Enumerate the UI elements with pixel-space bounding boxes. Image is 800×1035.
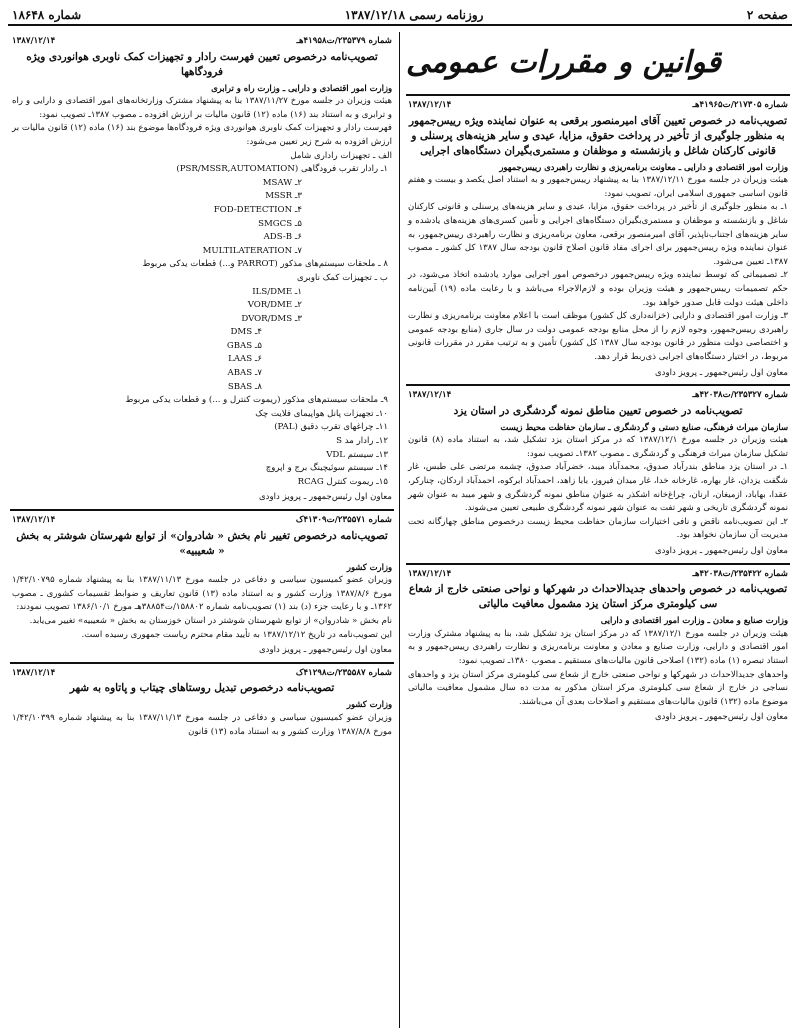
list-item: ۱۵ـ ریموت کنترل RCAG bbox=[297, 476, 388, 487]
article-subtitle: وزارت کشور bbox=[346, 699, 392, 710]
article-number: شماره ۲۳۵۴۲۲/ت۴۲۰۳۸هـ bbox=[692, 568, 788, 579]
list-item: ۴ـ FOD-DETECTION bbox=[213, 204, 302, 215]
article-paragraph: الف ـ تجهیزات راداری شامل bbox=[290, 150, 392, 161]
article-meta bbox=[408, 99, 788, 113]
column-divider bbox=[399, 32, 400, 1028]
article-number: شماره ۲۳۵۳۷۹/ت۴۱۹۵۸هـ bbox=[296, 36, 392, 46]
right-column bbox=[406, 32, 790, 1028]
article-signature: معاون اول رئیس‌جمهور ـ پرویز داودی bbox=[654, 712, 788, 723]
article-meta bbox=[408, 389, 788, 403]
article-subtitle: وزارت صنایع و معادن ـ وزارت امور اقتصادی و دارایی bbox=[600, 615, 788, 626]
article-subtitle: وزارت امور اقتصادی و دارایی ـ وزارت راه و ترابری bbox=[211, 82, 392, 93]
article-meta bbox=[12, 514, 392, 528]
list-item: ۶ـ ADS-B bbox=[263, 232, 302, 243]
article-1 bbox=[406, 96, 790, 386]
list-item: ۵ـ GBAS bbox=[226, 340, 262, 351]
article-paragraph: وزیران عضو کمیسیون سیاسی و دفاعی در جلسه مورخ ۱۳۸۷/۱۱/۱۳ بنا به پیشنهاد شماره ۱/۴۲/۱۰۳۹۹ مورخ ۱۳۸۷/۸/۸ وزارت کشور و به استناد ماده (۱۳) قانون bbox=[12, 712, 392, 737]
article-number: شماره ۲۳۵۵۸۷/ت۴۱۲۹۸ک bbox=[295, 667, 392, 678]
article-signature: معاون اول رئیس‌جمهور ـ پرویز داودی bbox=[654, 367, 788, 378]
article-signature: معاون اول رئیس‌جمهور ـ پرویز داودی bbox=[258, 645, 392, 656]
article-paragraph: ۲ـ این تصویب‌نامه ناقض و نافی اختیارات سازمان حفاظت محیط زیست درخصوص مناطق چهارگانه تحت مدیریت آن سازمان نخواهد بود. bbox=[408, 516, 788, 541]
article-date: ۱۳۸۷/۱۲/۱۴ bbox=[408, 100, 452, 110]
list-item: ۱۱ـ چراغهای تقرب دقیق (PAL) bbox=[274, 422, 388, 433]
article-subtitle: وزارت امور اقتصادی و دارایی ـ معاونت برنامه‌ریزی و نظارت راهبردی رییس‌جمهور bbox=[499, 161, 788, 172]
article-paragraph: هیئت وزیران در جلسه مورخ ۱۳۸۷/۱۲/۱۱ بنا به پیشنهاد رییس‌جمهور و به استناد اصل یکصد و بیست و هفتم قانون اساسی جمهوری اسلامی ایران، تصویب نمود: bbox=[408, 175, 788, 199]
article-number: شماره ۲۳۵۳۲۷/ت۴۲۰۳۸هـ bbox=[692, 390, 788, 401]
article-paragraph: ۱ـ به منظور جلوگیری از تأخیر در پرداخت حقوق، مزایا، عیدی و سایر هزینه‌های پرسنلی و قانونی کارکنان شاغل و بازنشسته و موظفان و مستمری‌بگیران دستگاه‌های اجرایی و تأمین کسری‌های هزینه‌های یادشده و سایر هزینه‌های اجتناب‌ناپذیر، آقای امیرمنصور برقعی، معاون برنامه‌ریزی و نظارت راهبردی رییس‌جمهور، به عنوان نماینده ویژه رییس‌جمهور برای اجرای مفاد قانون اصلاح قانون بودجه سال ۱۳۸۷ کل کشور ـ مصوب ۱۳۸۷ـ تعیین می‌شود. bbox=[408, 202, 789, 267]
newspaper-title: روزنامه رسمی ۱۳۸۷/۱۲/۱۸ bbox=[344, 8, 484, 22]
article-meta bbox=[12, 667, 392, 681]
article-title: تصویب‌نامه درخصوص تبدیل روستاهای چیتاب و پاتاوه به شهر bbox=[69, 682, 335, 695]
article-number: شماره ۲۱۷۳۰۵/ت۴۱۹۶۵هـ bbox=[692, 100, 788, 110]
article-date: ۱۳۸۷/۱۲/۱۴ bbox=[408, 568, 452, 579]
article-date: ۱۳۸۷/۱۲/۱۴ bbox=[12, 515, 56, 525]
page-number: صفحه ۲ bbox=[746, 8, 788, 22]
article-date: ۱۳۸۷/۱۲/۱۴ bbox=[12, 667, 56, 678]
list-item: ۳ـ MSSR bbox=[265, 191, 302, 202]
list-item: ۲ـ VOR/DME bbox=[247, 300, 302, 311]
article-title: تصویب‌نامه در خصوص تعیین مناطق نمونه گردشگری در استان یزد bbox=[453, 404, 743, 417]
list-item: ۹ـ ملحقات سیستم‌های مذکور (ریموت کنترل و ...) و قطعات یدکی مربوط bbox=[125, 395, 388, 406]
article-2 bbox=[406, 386, 790, 565]
list-item: ۷ـ ABAS bbox=[227, 368, 262, 379]
article-6 bbox=[10, 664, 394, 743]
list-item: ۴ـ DMS bbox=[230, 327, 262, 338]
list-item: ۵ـ SMGCS bbox=[258, 218, 302, 229]
article-paragraph: واحدهای جدیدالاحداث در شهرکها و نواحی صنعتی خارج از شعاع سی کیلومتری مرکز استان یزد و واحدهای نساجی در خارج از شعاع سی کیلومتری مرکز استان مذکور به مدت ده سال مشمول معافیت مالیاتی موضوع ماده (۱۳۲) قانون مالیات‌های مستقیم و اصلاحات بعدی آن می‌باشند. bbox=[408, 669, 788, 707]
article-subtitle: سازمان میراث فرهنگی، صنایع دستی و گردشگری ـ سازمان حفاظت محیط زیست bbox=[500, 421, 788, 432]
list-item: ۱۳ـ سیستم VDL bbox=[326, 449, 388, 460]
list-item: ۱۲ـ رادار مد S bbox=[336, 436, 388, 447]
article-paragraph: ۲ـ تصمیماتی که توسط نماینده ویژه رییس‌جمهور درخصوص امور اجرایی موارد یادشده اتخاذ می‌شود، در حکم تصمیمات رییس‌جمهور و هیئت وزیران بوده و لازم‌الاجراء می‌باشد و با رعایت ماده (۱۹) آیین‌نامه داخلی هیئت دولت قابل صدور خواهد بود. bbox=[408, 270, 788, 308]
article-title: تصویب‌نامه در خصوص تعیین آقای امیرمنصور برقعی به عنوان نماینده ویژه رییس‌جمهور به منظور جلوگیری از تأخیر در پرداخت حقوق، مزایا، عیدی و سایر هزینه‌های پرسنلی و قانونی کارکنان شاغل و بازنشسته و موظفان و مستمری‌بگیران دستگاه‌های اجرایی bbox=[409, 114, 787, 157]
article-paragraph: هیئت وزیران در جلسه مورخ ۱۳۸۷/۱۲/۱ که در مرکز استان یزد تشکیل شد، به استناد ماده (۸) قانون تشکیل سازمان میراث فرهنگی و گردشگری ـ مصوب ۱۳۸۲ـ تصویب نمود: bbox=[408, 435, 788, 459]
article-meta bbox=[12, 35, 392, 49]
article-3 bbox=[406, 565, 790, 729]
article-paragraph: هیئت وزیران در جلسه مورخ ۱۳۸۷/۱۱/۲۷ بنا به پیشنهاد مشترک وزارتخانه‌های امور اقتصادی و دارایی و راه و ترابری و به استناد بند (۱۶) ماده (۱۲) قانون مالیات بر ارزش افزوده ـ مصوب ۱۳۸۷ـ تصویب نمود: bbox=[12, 96, 392, 120]
article-paragraph: ۱ـ در استان یزد مناطق بندرآباد صدوق، محمدآباد میبد، خضرآباد صدوق، چشمه مرتضی علی طبس، غار شگفت یزدان، غار بهاره، غارخانه خدا، غار میدان فیروز، بابا زاهد، احمدآباد ابرکوه، احمدآباد اردکان، چنارکر، عقدا، بهاباد، ازمیغان، ارنان، چراغ‌خانه اشکذر به عنوان مناطق نمونه گردشگری و شهر میبد به عنوان شهر نمونه گردشگری تاریخی و شهر تفت به عنوان شهر نمونه گردشگری طبیعی تعیین می‌شوند. bbox=[408, 462, 788, 514]
article-signature: معاون اول رئیس‌جمهور ـ پرویز داودی bbox=[258, 492, 392, 503]
article-paragraph: این تصویب‌نامه در تاریخ ۱۳۸۷/۱۲/۱۲ به تأیید مقام محترم ریاست جمهوری رسیده است. bbox=[81, 629, 392, 640]
article-paragraph: نام بخش « شادروان» از توابع شهرستان شوشتر در استان خوزستان به بخش « شعیبیه» تغییر می‌یابد. bbox=[29, 615, 392, 626]
list-item: ۱ـ رادار تقرب فرودگاهی (PSR/MSSR,AUTOMATION) bbox=[176, 164, 388, 175]
issue-number: شماره ۱۸۶۴۸ bbox=[12, 8, 82, 22]
list-item: ۱۰ـ تجهیزات پانل هواپیمای فلایت چک bbox=[255, 408, 388, 419]
article-title: تصویب‌نامه درخصوص تعیین فهرست رادار و تجهیزات کمک ناوبری هوانوردی ویژه فرودگاهها bbox=[26, 50, 378, 78]
page-header bbox=[8, 6, 792, 26]
list-item: ۲ـ MSAW bbox=[262, 177, 302, 188]
article-date: ۱۳۸۷/۱۲/۱۴ bbox=[408, 390, 452, 401]
article-meta bbox=[408, 568, 788, 582]
section-banner bbox=[406, 32, 790, 96]
list-item: ۸ـ SBAS bbox=[227, 381, 262, 392]
article-number: شماره ۲۳۵۵۷۱/ت۴۱۳۰۹ک bbox=[295, 515, 392, 525]
article-subtitle: وزارت کشور bbox=[346, 561, 392, 572]
article-title: تصویب‌نامه در خصوص واحدهای جدیدالاحداث در شهرکها و نواحی صنعتی خارج از شعاع سی کیلومتری مرکز استان یزد مشمول معافیت مالیاتی bbox=[408, 583, 788, 611]
list-item: ۷ـ MULTILATERATION bbox=[202, 245, 302, 256]
list-item: ۱۴ـ سیستم سوئیچینگ برج و اپروچ bbox=[265, 463, 388, 474]
list-item: ۶ـ LAAS bbox=[228, 354, 262, 365]
article-paragraph: هیئت وزیران در جلسه مورخ ۱۳۸۷/۱۲/۱ که در مرکز استان یزد تشکیل شد، بنا به پیشنهاد مشترک وزارت امور اقتصادی و دارایی، وزارت صنایع و معادن و معاونت برنامه‌ریزی و نظارت راهبردی رییس‌جمهور و به استناد تبصره (۱) ماده (۱۳۲) اصلاحی قانون مالیات‌های مستقیم ـ مصوب ۱۳۸۰ـ تصویب نمود: bbox=[408, 628, 788, 666]
list-item: ۸ ـ ملحقات سیستم‌های مذکور (PARROT و...) قطعات یدکی مربوط bbox=[142, 259, 388, 270]
article-5 bbox=[10, 511, 394, 664]
list-item: ۱ـ ILS/DME bbox=[252, 286, 302, 297]
article-paragraph: وزیران عضو کمیسیون سیاسی و دفاعی در جلسه مورخ ۱۳۸۷/۱۱/۱۳ بنا به پیشنهاد شماره ۱/۴۲/۱۰۷۹۵ مورخ ۱۳۸۷/۸/۶ وزارت کشور و به استناد ماده (۱۳) قانون تعاریف و ضوابط تقسیمات کشوری ـ مصوب ۱۳۶۲ـ و با رعایت جزء (د) بند (۱) تصویب‌نامه شماره ۱۵۸۸۰۲/ت۳۸۸۵۴هـ مورخ ۱۳۸۶/۱۰/۱ تصویب نمودند: bbox=[12, 575, 392, 613]
article-paragraph: ۳ـ وزارت امور اقتصادی و دارایی (خزانه‌داری کل کشور) موظف است با اعلام معاونت برنامه‌ریزی و نظارت راهبردی رییس‌جمهور، وجوه لازم را از محل منابع بودجه عمومی دولت در سال جاری (منابع بودجه عمومی و اختصاصی دولت منظور در قانون بودجه سال ۱۳۸۷ کل کشور) تأمین و به ترتیب مقرر در مقررات قانونی مربوط، در اختیار دستگاه‌های اجرایی ذی‌ربط قرار دهد. bbox=[408, 311, 788, 362]
article-signature: معاون اول رئیس‌جمهور ـ پرویز داودی bbox=[654, 546, 788, 557]
list-item: ب ـ تجهیزات کمک ناوبری bbox=[296, 272, 388, 283]
article-4 bbox=[10, 32, 394, 511]
article-title: تصویب‌نامه درخصوص تغییر نام بخش « شادروان» از توابع شهرستان شوشتر به بخش « شعیبیه» bbox=[16, 529, 388, 557]
article-paragraph: فهرست رادار و تجهیزات کمک ناوبری هوانوردی ویژه فرودگاه‌ها موضوع بند (۱۶) ماده (۱۲) قانون مالیات بر ارزش افزوده به شرح زیر تعیین می‌شود: bbox=[12, 123, 392, 147]
left-column bbox=[10, 32, 394, 1028]
list-item: ۳ـ DVOR/DMS bbox=[241, 313, 302, 324]
article-date: ۱۳۸۷/۱۲/۱۴ bbox=[12, 36, 56, 46]
section-banner-title: قوانین و مقررات عمومی bbox=[406, 45, 721, 81]
